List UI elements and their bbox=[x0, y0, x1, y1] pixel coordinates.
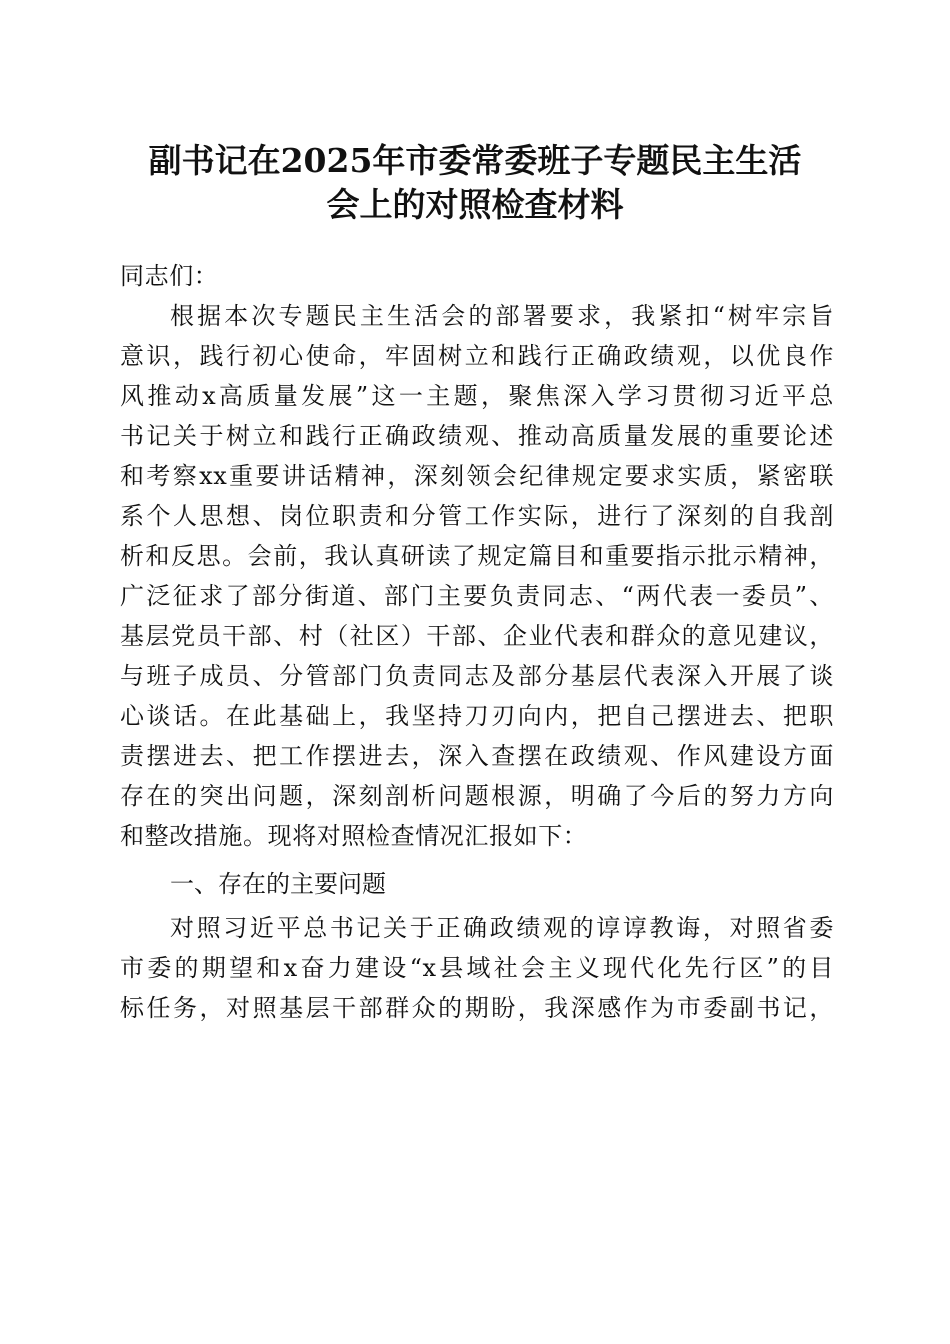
paragraph-line: 根据本次专题民主生活会的部署要求，我紧扣“树牢宗旨 bbox=[170, 302, 834, 330]
paragraph-1 bbox=[120, 296, 834, 856]
paragraph-line: 与班子成员、分管部门负责同志及部分基层代表深入开展了谈 bbox=[120, 662, 834, 690]
paragraph-line: 意识，践行初心使命，牢固树立和践行正确政绩观，以优良作 bbox=[120, 342, 834, 370]
salutation: 同志们： bbox=[120, 262, 219, 290]
paragraph-line: 系个人思想、岗位职责和分管工作实际，进行了深刻的自我剖 bbox=[120, 502, 834, 530]
paragraph-line: 和考察xx重要讲话精神，深刻领会纪律规定要求实质，紧密联 bbox=[120, 462, 834, 490]
document-title-line-2: 会上的对照检查材料 bbox=[326, 185, 624, 224]
paragraph-line: 书记关于树立和践行正确政绩观、推动高质量发展的重要论述 bbox=[120, 422, 834, 450]
paragraph-line: 风推动x高质量发展”这一主题，聚焦深入学习贯彻习近平总 bbox=[120, 382, 834, 410]
paragraph-line: 存在的突出问题，深刻剖析问题根源，明确了今后的努力方向 bbox=[120, 782, 834, 810]
paragraph-line: 析和反思。会前，我认真研读了规定篇目和重要指示批示精神， bbox=[120, 542, 834, 570]
paragraph-line: 心谈话。在此基础上，我坚持刀刃向内，把自己摆进去、把职 bbox=[120, 702, 834, 730]
paragraph-line: 广泛征求了部分街道、部门主要负责同志、“两代表一委员”、 bbox=[120, 582, 834, 610]
paragraph-line: 基层党员干部、村（社区）干部、企业代表和群众的意见建议， bbox=[120, 622, 834, 650]
paragraph-line: 市委的期望和x奋力建设“x县域社会主义现代化先行区”的目 bbox=[120, 954, 834, 982]
paragraph-line: 对照习近平总书记关于正确政绩观的谆谆教诲，对照省委 bbox=[170, 914, 834, 942]
paragraph-line: 和整改措施。现将对照检查情况汇报如下： bbox=[120, 822, 588, 850]
section-heading: 一、存在的主要问题 bbox=[170, 870, 386, 898]
paragraph-line: 责摆进去、把工作摆进去，深入查摆在政绩观、作风建设方面 bbox=[120, 742, 834, 770]
document-body bbox=[120, 256, 834, 1028]
paragraph-2 bbox=[120, 908, 834, 1028]
paragraph-line: 标任务，对照基层干部群众的期盼，我深感作为市委副书记， bbox=[120, 994, 834, 1022]
document-title-line-1: 副书记在2025年市委常委班子专题民主生活 bbox=[148, 141, 802, 180]
